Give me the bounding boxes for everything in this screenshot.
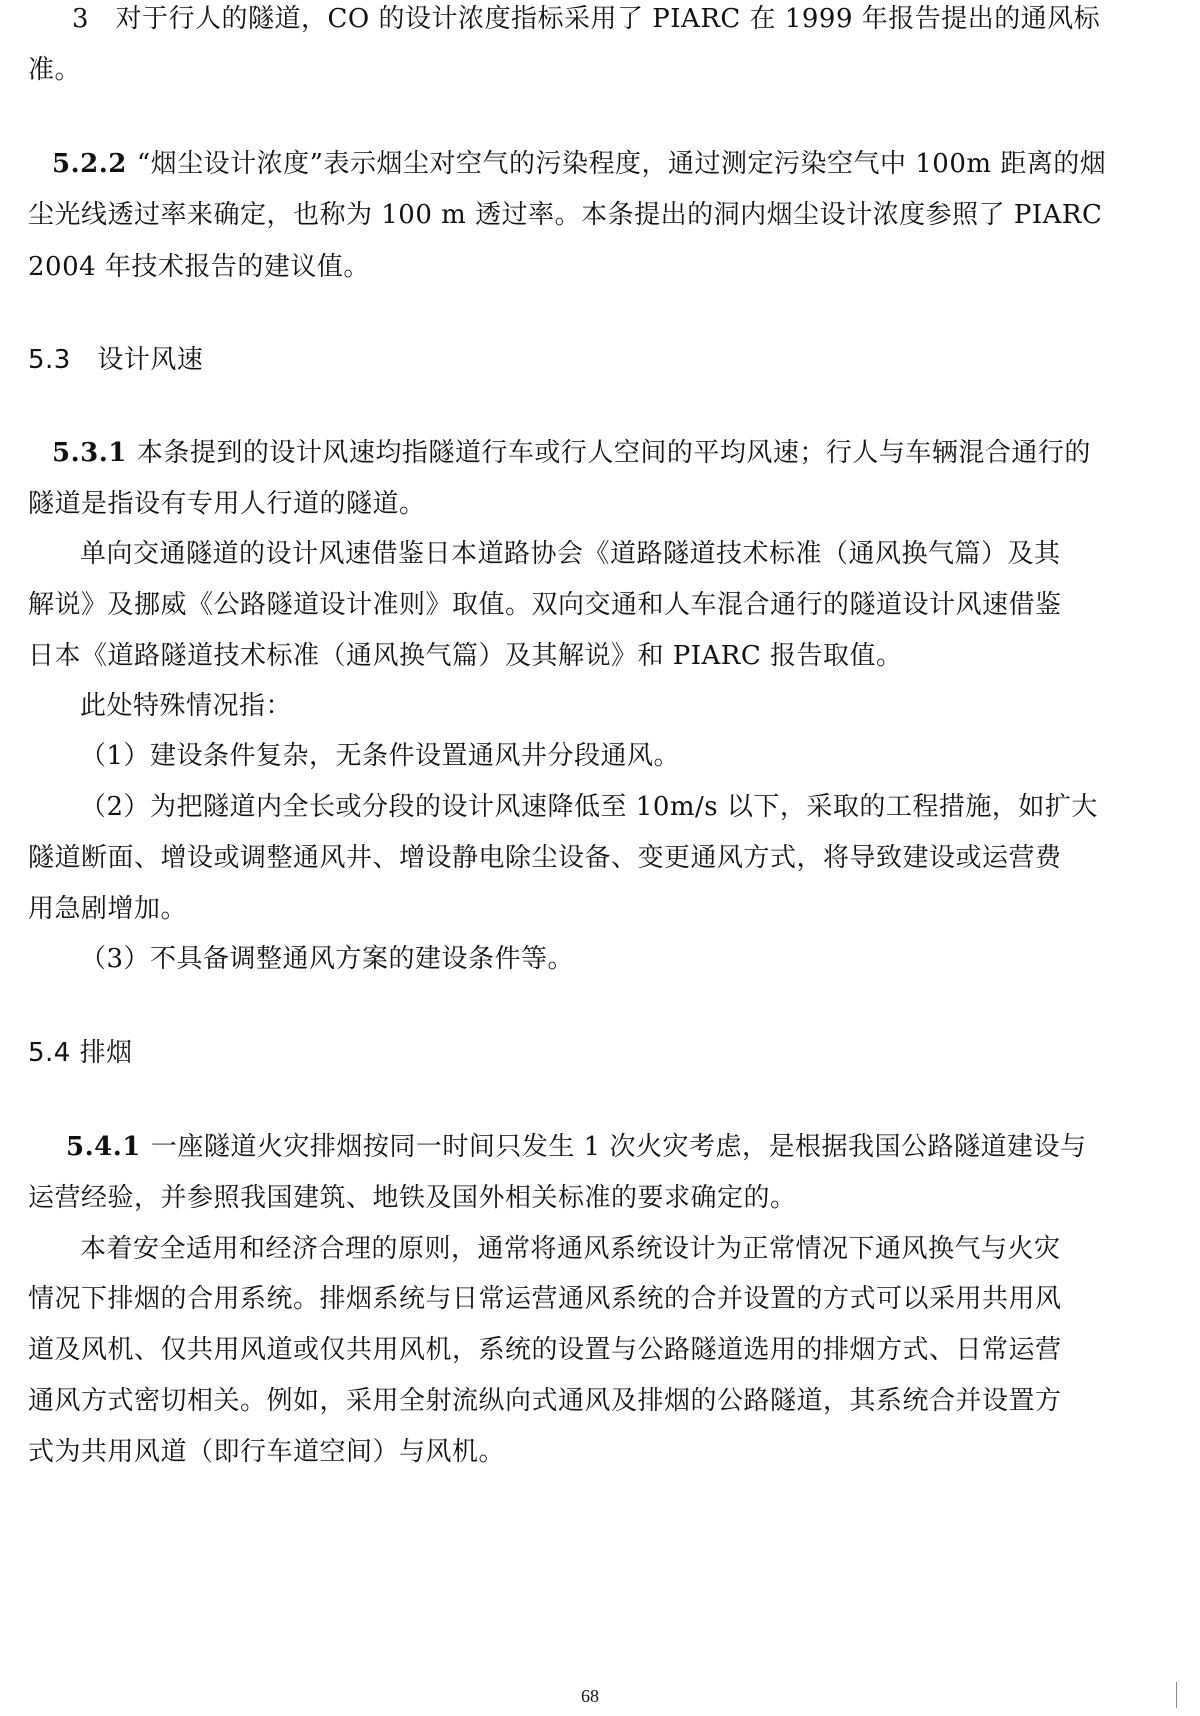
clause-number: 5.4.1 — [66, 1132, 141, 1162]
text-line: 解说》及挪威《公路隧道设计准则》取值。双向交通和人车混合通行的隧道设计风速借鉴 — [28, 590, 1062, 620]
text-line: 情况下排烟的合用系统。排烟系统与日常运营通风系统的合并设置的方式可以采用共用风 — [28, 1284, 1062, 1314]
text-line: 3 对于行人的隧道，CO 的设计浓度指标采用了 PIARC 在 1999 年报告提出的通风标 — [72, 4, 1101, 34]
clause-5-3-1 — [52, 436, 1091, 470]
list-item: （2）为把隧道内全长或分段的设计风速降低至 10m/s 以下，采取的工程措施，如扩大 — [80, 792, 1098, 822]
page-edge-mark — [1176, 1682, 1177, 1708]
clause-5-4-1 — [66, 1130, 1086, 1164]
list-item: （3）不具备调整通风方案的建设条件等。 — [80, 944, 575, 974]
text-line: 运营经验，并参照我国建筑、地铁及国外相关标准的要求确定的。 — [28, 1183, 797, 1213]
page-number: 68 — [581, 1686, 599, 1706]
text-line: 单向交通隧道的设计风速借鉴日本道路协会《道路隧道技术标准（通风换气篇）及其 — [80, 539, 1061, 569]
section-heading-5-4: 5.4 排烟 — [28, 1038, 133, 1068]
text-line: 本条提到的设计风速均指隧道行车或行人空间的平均风速；行人与车辆混合通行的 — [136, 438, 1091, 468]
text-line: 本着安全适用和经济合理的原则，通常将通风系统设计为正常情况下通风换气与火灾 — [80, 1234, 1061, 1264]
text-line: 道及风机、仅共用风道或仅共用风机，系统的设置与公路隧道选用的排烟方式、日常运营 — [28, 1335, 1062, 1365]
text-line: 准。 — [28, 55, 82, 85]
text-line: 一座隧道火灾排烟按同一时间只发生 1 次火灾考虑，是根据我国公路隧道建设与 — [150, 1132, 1087, 1162]
text-line: 2004 年技术报告的建议值。 — [28, 252, 370, 282]
text-line: “烟尘设计浓度”表示烟尘对空气的污染程度，通过测定污染空气中 100m 距离的烟 — [136, 149, 1107, 179]
text-line: 此处特殊情况指： — [80, 691, 293, 721]
text-line: 尘光线透过率来确定，也称为 100 m 透过率。本条提出的洞内烟尘设计浓度参照了 PIARC — [28, 200, 1103, 230]
text-line: 隧道是指设有专用人行道的隧道。 — [28, 489, 426, 519]
list-item: （1）建设条件复杂，无条件设置通风井分段通风。 — [80, 741, 681, 771]
text-line: 隧道断面、增设或调整通风井、增设静电除尘设备、变更通风方式，将导致建设或运营费 — [28, 843, 1062, 873]
text-line: 通风方式密切相关。例如，采用全射流纵向式通风及排烟的公路隧道，其系统合并设置方 — [28, 1386, 1062, 1416]
clause-number: 5.2.2 — [52, 149, 127, 179]
section-heading-5-3: 5.3 设计风速 — [28, 345, 204, 375]
text-line: 式为共用风道（即行车道空间）与风机。 — [28, 1437, 506, 1467]
text-line: 日本《道路隧道技术标准（通风换气篇）及其解说》和 PIARC 报告取值。 — [28, 641, 903, 671]
clause-number: 5.3.1 — [52, 438, 127, 468]
clause-5-2-2 — [52, 147, 1106, 181]
text-line: 用急剧增加。 — [28, 894, 188, 924]
